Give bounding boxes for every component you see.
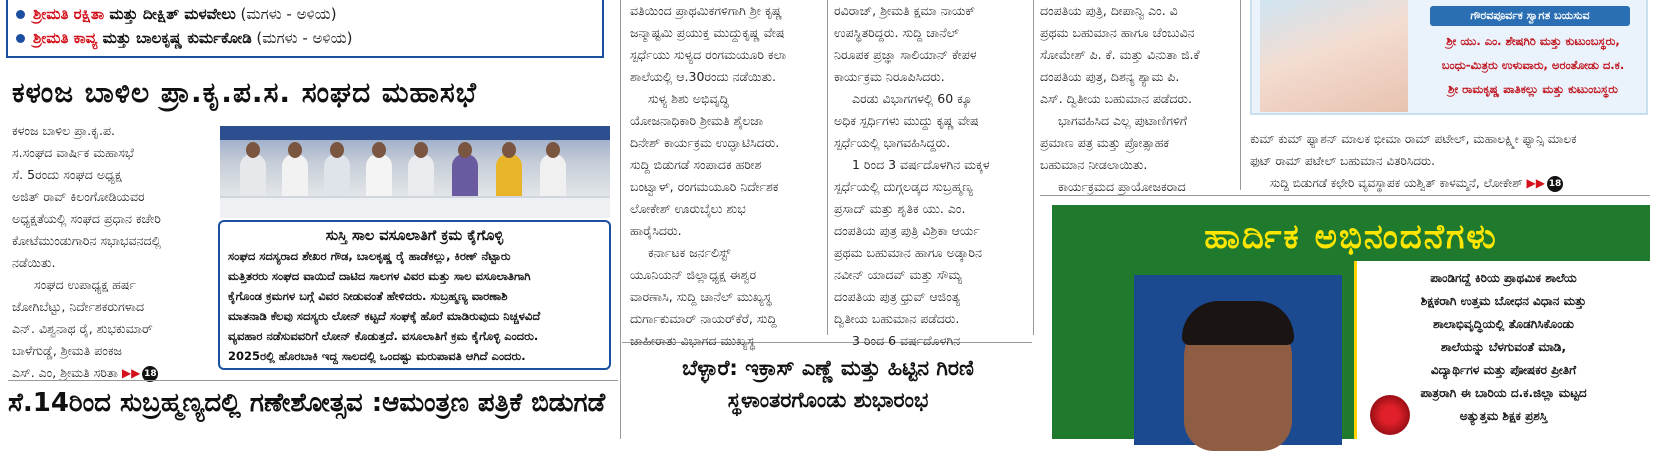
text-line: ಫುಟ್ ರಾಮ್ ಪಟೇಲ್ ಬಹುಮಾನ ವಿತರಿಸಿದರು.: [1250, 154, 1435, 168]
text-line: ಎರಡು ವಿಭಾಗಗಳಲ್ಲಿ 60 ಕ್ಕೂ: [852, 91, 972, 106]
text-line: 3 ರಿಂದ 6 ವರ್ಷದೊಳಗಿನ: [852, 333, 961, 348]
ad-badge: ಗೌರವಪೂರ್ವಕ ಸ್ವಾಗತ ಬಯಸುವ: [1430, 6, 1630, 26]
greetings-title: ಹಾರ್ದಿಕ ಅಭಿನಂದನೆಗಳು: [1204, 217, 1498, 257]
text-line: ಪ್ರಸಾದ್ ಮತ್ತು ಶೃತಿಕ ಯು. ಎಂ.: [834, 201, 966, 216]
family-name-red: ಶ್ರೀಮತಿ ಕಾವ್ಯ: [33, 29, 98, 47]
continued-marker[interactable]: ▶▶ 18: [1526, 176, 1562, 190]
headline-line: ಬೆಳ್ಳಾರೆ: ಇಕ್ರಾಸ್ ಎಣ್ಣೆ ಮತ್ತು ಹಿಟ್ಟಿನ ಗಿರಣಿ: [682, 356, 974, 380]
text-line: ಕರ್ನಾಟಕ ಜರ್ನಲಿಸ್ಟ್: [648, 245, 731, 260]
sub-article-title: ಸುಸ್ತಿ ಸಾಲ ವಸೂಲಾತಿಗೆ ಕ್ರಮ ಕೈಗೊಳ್ಳಿ: [325, 228, 504, 244]
text-line: ಶಿಕ್ಷಕರಾಗಿ ಉತ್ತಮ ಬೋಧನ ವಿಧಾನ ಮತ್ತು: [1420, 294, 1587, 308]
article-headline: [628, 352, 1028, 416]
text-line: ಭಾಗವಹಿಸಿದ ಎಲ್ಲ ಪುಟಾಣಿಗಳಿಗೆ: [1058, 113, 1188, 128]
text-line: ಕಾರ್ಯಕ್ರಮ ನಿರೂಪಿಸಿದರು.: [834, 69, 945, 84]
text-line: ಜನ್ಮಾಷ್ಟಮಿ ಪ್ರಯುಕ್ತ ಮುದ್ದುಕೃಷ್ಣ ವೇಷ: [630, 25, 785, 40]
text-line: ಅತ್ಯುತ್ತಮ ಶಿಕ್ಷಕ ಪ್ರಶಸ್ತಿ: [1459, 409, 1548, 423]
text-line: ಬಂಟ್ವಾಳ್, ರಂಗಮಯೂರಿ ನಿರ್ದೇಶಕ: [630, 179, 779, 194]
photo-head: [546, 142, 560, 158]
teacher-photo: [1134, 275, 1342, 445]
photo-head: [246, 142, 260, 158]
family-name-red: ಶ್ರೀಮತಿ ರಕ್ಷಿತಾ: [33, 5, 105, 23]
ad-text-line: ಬಂಧು-ಮಿತ್ರರು ಉಳುವಾರು, ಅರಂತೋಡು ದ.ಕ.: [1441, 58, 1625, 72]
text-line: 2025ರಲ್ಲಿ ಹೊರಬಾಕಿ ಇದ್ದ ಸಾಲದಲ್ಲಿ ಒಂದಷ್ಟು ಮರುಪಾವತಿ ಆಗಿದೆ ಎಂದರು.: [228, 349, 526, 363]
text-line: ಸೆ. 5ರಂದು ಸಂಘದ ಅಧ್ಯಕ್ಷ: [12, 167, 122, 182]
text-line: ಕಳಂಜ ಬಾಳಿಲ ಪ್ರಾ.ಕೃ.ಪ.: [12, 123, 115, 138]
text-line: ಪ್ರಥಮ ಬಹುಮಾನ ಹಾಗೂ ಚೆಂಬುವಿನ: [1040, 25, 1195, 40]
text-line: 1 ರಿಂದ 3 ವರ್ಷದೊಳಗಿನ ಮಕ್ಕಳ: [852, 157, 990, 172]
photo-table: [220, 196, 610, 218]
text-line: ಕುಮ್ ಕುಮ್ ಫ್ಯಾಶನ್ ಮಾಲಕ ಭೀಮಾ ರಾಮ್ ಪಟೇಲ್, ಮಹಾಲಕ್ಷ್ಮೀ ಫ್ಯಾನ್ಸಿ ಮಾಲಕ: [1250, 132, 1577, 146]
text-line: ಎಸ್. ದ್ವಿತೀಯ ಬಹುಮಾನ ಪಡೆದರು.: [1040, 91, 1192, 106]
ad-text-line: ಶ್ರೀ ರಾಮಕೃಷ್ಣ ಪಾತಿಕಲ್ಲು ಮತ್ತು ಕುಟುಂಬಸ್ಥರು: [1448, 82, 1618, 96]
text-line: ಬಹುಮಾನ ನೀಡಲಾಯಿತು.: [1040, 157, 1148, 172]
text-line: ಹಾರೈಸಿದರು.: [630, 223, 682, 238]
text-line: ಅಧ್ಯಕ್ಷತೆಯಲ್ಲಿ ಸಂಘದ ಪ್ರಧಾನ ಕಚೇರಿ: [12, 211, 161, 226]
text-line: ಯೋಜನಾಧಿಕಾರಿ ಶ್ರೀಮತಿ ಶೈಲಜಾ: [630, 113, 764, 128]
text-line: ಕಾರ್ಯಕ್ರಮದ ಪ್ರಾಯೋಜಕರಾದ: [1058, 179, 1186, 194]
text-line: ನಿರೂಪಕ ಪ್ರಜ್ಞಾ ಸಾಲಿಯಾನ್ ಕೇಪಳ: [834, 47, 977, 62]
bullet-icon: [16, 34, 25, 43]
text-line: ಶಾಲೆಯನ್ನು ಬೆಳಗುವಂತೆ ಮಾಡಿ,: [1440, 340, 1567, 354]
text-line: ದುರ್ಗಾಕುಮಾರ್ ನಾಯರ್‌ಕೆರೆ, ಸುದ್ದಿ: [630, 311, 777, 326]
family-line-2: [16, 26, 594, 50]
greetings-ad: [1052, 205, 1650, 439]
family-name-rest: ಮತ್ತು ದೀಕ್ಷಿತ್ ಮಳವೇಲು: [104, 5, 236, 23]
article-column: [1250, 128, 1650, 194]
rose-icon: [1370, 395, 1410, 435]
text-line: ಮಾತನಾಡಿ ಕೆಲವು ಸದಸ್ಯರು ಲೋನ್ ಕಟ್ಟದೆ ಸಂಘಕ್ಕೆ ಹೊರೆ ಮಾಡಿರುವುದು ನಿಚ್ಚಳವಿದೆ: [228, 309, 541, 323]
article-column: [834, 0, 1026, 348]
column-divider: [827, 0, 828, 335]
headline-line: ಸ್ಥಳಾಂತರಗೊಂಡು ಶುಭಾರಂಭ: [727, 388, 929, 412]
family-line-1: [16, 2, 594, 26]
relation-tag: (ಮಗಳು - ಅಳಿಯ): [235, 5, 337, 23]
continued-marker[interactable]: ▶▶ 18: [121, 366, 157, 380]
text-line: ಸ್ಪರ್ಧೆಯಲ್ಲಿ ದುಗ್ಗಲಡ್ಕದ ಸುಬ್ರಹ್ಮಣ್ಯ: [834, 179, 973, 194]
dental-ad: [1250, 0, 1648, 115]
sub-article-body: [228, 246, 601, 366]
sub-article-box: [218, 220, 611, 370]
photo-head: [502, 142, 516, 158]
text-line: ಪಾತ್ರರಾಗಿ ಈ ಬಾರಿಯ ದ.ಕ.ಜಿಲ್ಲಾ ಮಟ್ಟದ: [1420, 386, 1587, 400]
text-line: ಸುಳ್ಯ ಶಿಶು ಅಭಿವೃದ್ಧಿ: [648, 91, 729, 106]
page-number-badge: 18: [1547, 176, 1563, 192]
text-line: ದಿನೇಶ್ ಕಾರ್ಯಕ್ರಮ ಉದ್ಘಾಟಿಸಿದರು.: [630, 135, 780, 150]
text-line: ಕೋಟೆಮುಂಡುಗಾರಿನ ಸಭಾಭವನದಲ್ಲಿ: [12, 233, 162, 248]
photo-head: [288, 142, 302, 158]
text-line: ಸ.ಸಂಘದ ವಾರ್ಷಿಕ ಮಹಾಸಭೆ: [12, 145, 134, 160]
text-line: ಸ್ಪರ್ಧೆಯಲ್ಲಿ ಭಾಗವಹಿಸಿದ್ದರು.: [834, 135, 951, 150]
text-line: ನವೀನ್ ಯಾದವ್ ಮತ್ತು ಸೌಮ್ಯ: [834, 267, 962, 282]
article-column: [1040, 0, 1230, 194]
photo-banner: [220, 126, 610, 140]
text-line: ಪಾಂಡಿಗದ್ದೆ ಕಿರಿಯ ಪ್ರಾಥಮಿಕ ಶಾಲೆಯ: [1430, 271, 1577, 285]
text-line-end: ಸುದ್ದಿ ಬಿಡುಗಡೆ ಕಛೇರಿ ವ್ಯವಸ್ಥಾಪಕ ಯಶ್ವಿತ್ ಕಾಳಮ್ಮನೆ, ಲೋಕೇಶ್: [1270, 176, 1523, 190]
text-line: ಕೈಗೊಂಡ ಕ್ರಮಗಳ ಬಗ್ಗೆ ವಿವರ ನೀಡುವಂತೆ ಹೇಳಿದರು. ಸುಬ್ರಹ್ಮಣ್ಯ ವಾರಣಾಶಿ: [228, 289, 508, 303]
text-line: ಸೋಮೇಶ್ ಪಿ. ಕೆ. ಮತ್ತು ವಿನುತಾ ಜಿ.ಕೆ: [1040, 47, 1200, 62]
text-line: ಶಾಲೆಯಲ್ಲಿ ಆ.30ರಂದು ನಡೆಯಿತು.: [630, 69, 776, 84]
text-line: ಎನ್. ವಿಶ್ವನಾಥ ರೈ, ಶುಭಕುಮಾರ್: [12, 321, 153, 336]
text-line: [1250, 172, 1650, 194]
text-line: ಪ್ರಥಮ ಬಹುಮಾನ ಹಾಗೂ ಅಡ್ಕಾರಿನ: [834, 245, 982, 260]
text-line: ಮತ್ತಿತರರು ಸಂಘದ ವಾಯಿದೆ ದಾಟಿದ ಸಾಲಗಳ ವಿವರ ಮತ್ತು ಸಾಲ ವಸೂಲಾತಿಗಾಗಿ: [228, 269, 531, 283]
column-divider: [620, 0, 621, 439]
text-line: ಉಪಸ್ಥಿತರಿದ್ದರು. ಸುದ್ದಿ ಚಾನೆಲ್: [834, 25, 959, 40]
text-line: ನಡೆಯಿತು.: [12, 255, 56, 270]
text-line: ಸ್ಪರ್ಧೆಯು ಸುಳ್ಯದ ರಂಗಮಯೂರಿ ಕಲಾ: [630, 47, 787, 62]
article-column: [630, 0, 820, 348]
photo-head: [414, 142, 428, 158]
column-divider: [1033, 0, 1034, 335]
text-line: ದಂಪತಿಯ ಪುತ್ರ ಧ್ರುವ್ ಆಜಿಂತ್ಯ: [834, 289, 961, 304]
text-line: ಪ್ರಮಾಣ ಪತ್ರ ಮತ್ತು ಪ್ರೋತ್ಸಾಹಕ: [1040, 135, 1169, 150]
family-name-rest: ಮತ್ತು ಬಾಲಕೃಷ್ಣ ಕುರ್ಮಕೋಡಿ: [97, 29, 252, 47]
text-line: ಬಾಳೆಗುಡ್ಡೆ, ಶ್ರೀಮತಿ ಪಂಕಜ: [12, 343, 122, 358]
text-line: ಯೂನಿಯನ್ ಜಿಲ್ಲಾಧ್ಯಕ್ಷ ಈಶ್ವರ: [630, 267, 757, 282]
hair-shape: [1182, 301, 1294, 345]
text-line: ಸಂಘದ ಉಪಾಧ್ಯಕ್ಷ ಹರ್ಷ: [34, 277, 136, 292]
relation-tag: (ಮಗಳು - ಅಳಿಯ): [251, 29, 353, 47]
text-line: ದಂಪತಿಯ ಪುತ್ರ ಪುತ್ರಿ ವಿಶ್ರಿಕಾ ಆರ್ಯ: [834, 223, 980, 238]
text-line: ವಾರಣಾಸಿ, ಸುದ್ದಿ ಚಾನೆಲ್ ಮುಖ್ಯಸ್ಥ: [630, 289, 772, 304]
text-line: ದ್ವಿತೀಯ ಬಹುಮಾನ ಪಡೆದರು.: [834, 311, 960, 326]
photo-head: [372, 142, 386, 158]
text-line-end: ಎಸ್. ಎಂ, ಶ್ರೀಮತಿ ಸರಿತಾ: [12, 365, 118, 380]
text-line: ಸುದ್ದಿ ಬಿಡುಗಡೆ ಸಂಪಾದಕ ಹರೀಶ: [630, 157, 762, 172]
text-line: ಶಾಲಾಭಿವೃದ್ಧಿಯಲ್ಲಿ ತೊಡಗಿಸಿಕೊಂಡು: [1433, 317, 1574, 331]
meeting-photo: [220, 126, 610, 218]
ad-photo: [1260, 0, 1408, 112]
article-headline: ಸೆ.14ರಿಂದ ಸುಬ್ರಹ್ಮಣ್ಯದಲ್ಲಿ ಗಣೇಶೋತ್ಸವ :ಆಮಂತ್ರಣ ಪತ್ರಿಕೆ ಬಿಡುಗಡೆ: [8, 388, 606, 418]
photo-head: [330, 142, 344, 158]
text-line: ವ್ಯವಹಾರ ನಡೆಸುವವರಿಗೆ ಲೋನ್ ಕೊಡುತ್ತದೆ. ವಸೂಲಾತಿಗೆ ಕ್ರಮ ಕೈಗೊಳ್ಳಿ ಎಂದರು.: [228, 329, 539, 343]
article-column: [12, 120, 207, 380]
bullet-icon: [16, 10, 25, 19]
text-line: ವತಿಯಿಂದ ಪ್ರಾಥಮಿಕಗಳಿಗಾಗಿ ಶ್ರೀ ಕೃಷ್ಣ: [630, 3, 783, 18]
family-list-box: [6, 0, 604, 58]
column-divider: [1240, 0, 1241, 190]
ad-text-line: ಶ್ರೀ ಯು. ಎಂ. ಶೇಷಗಿರಿ ಮತ್ತು ಕುಟುಂಬಸ್ಥರು,: [1446, 34, 1620, 48]
divider: [8, 380, 618, 381]
text-line: ದಂಪತಿಯ ಪುತ್ರ, ದಿಶನ್ಯ ಶ್ಯಾಮ ಪಿ.: [1040, 69, 1180, 84]
text-line: ಲೋಕೇಶ್ ಊರುಬೈಲು ಶುಭ: [630, 201, 746, 216]
article-headline: ಕಳಂಜ ಬಾಳಿಲ ಪ್ರಾ.ಕೃ.ಪ.ಸ. ಸಂಘದ ಮಹಾಸಭೆ: [12, 76, 477, 109]
text-line: ಅಧಿಕ ಸ್ಪರ್ಧಿಗಳು ಮುದ್ದು ಕೃಷ್ಣ ವೇಷ: [834, 113, 979, 128]
text-line: ಜೋಗಿಬೆಟ್ಟು, ನಿರ್ದೇಶಕರುಗಳಾದ: [12, 299, 145, 314]
page-number-badge: 18: [142, 366, 158, 382]
text-line: ಅಜಿತ್ ರಾವ್ ಕಿಲಂಗೋಡಿಯವರ: [12, 189, 145, 204]
text-line: ವಿದ್ಯಾರ್ಥಿಗಳ ಮತ್ತು ಪೋಷಕರ ಪ್ರೀತಿಗೆ: [1430, 363, 1577, 377]
photo-head: [458, 142, 472, 158]
text-line: ಸಂಘದ ಸದಸ್ಯರಾದ ಶೇಖರ ಗೌಡ, ಬಾಲಕೃಷ್ಣ ರೈ ಹಾಡೆಕಲ್ಲು, ಕಿರಣ್ ನೆಟ್ಟಾರು: [228, 249, 511, 263]
text-line: ದಂಪತಿಯ ಪುತ್ರಿ, ದೀಪಾನ್ವಿ ಎಂ. ವಿ: [1040, 3, 1178, 18]
text-line: ಜಾಹೀರಾತು ವಿಭಾಗದ ಮುಖ್ಯಸ್ಥ: [630, 333, 756, 348]
text-line: ರವಿರಾಜ್, ಶ್ರೀಮತಿ ಕ್ಷಮಾ ನಾಯಕ್: [834, 3, 976, 18]
